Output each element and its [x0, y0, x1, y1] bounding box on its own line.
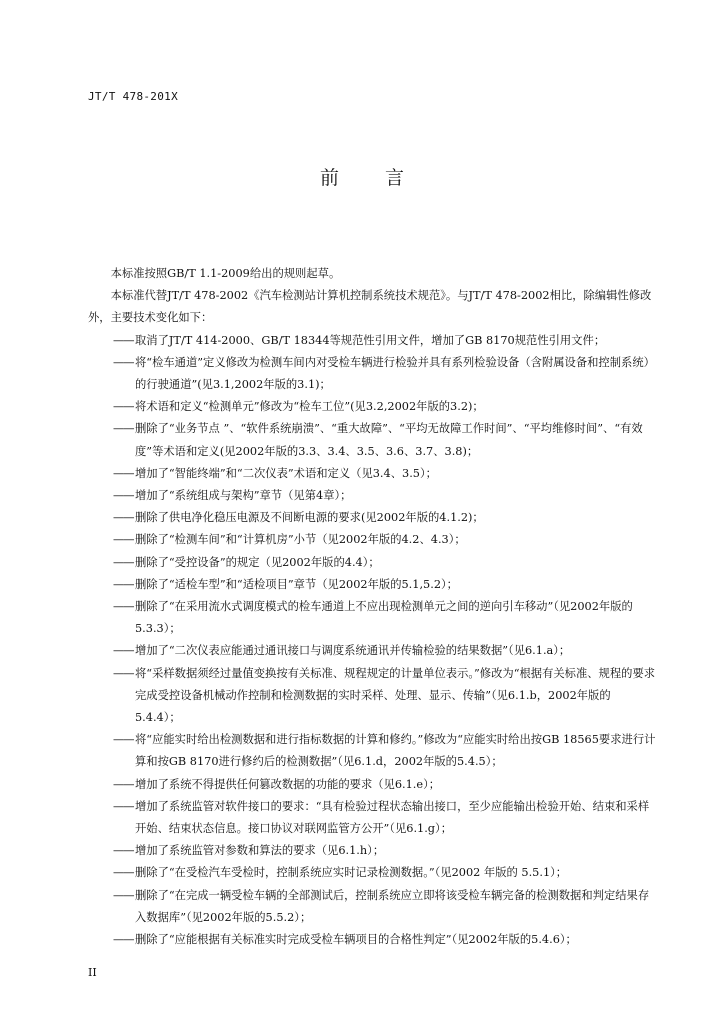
- list-item: [88, 929, 656, 951]
- list-item-text: 增加了“智能终端”和“二次仪表”术语和定义（见3.4、3.5）；: [135, 466, 437, 480]
- dash-marker: ——: [113, 489, 134, 503]
- list-item: [88, 529, 656, 551]
- list-item-text: 删除了“检测车间”和“计算机房”小节（见2002年版的4.2、4.3）；: [135, 533, 466, 547]
- dash-marker: ——: [113, 866, 134, 880]
- list-item: [88, 663, 656, 730]
- list-item-text: 将“应能实时给出检测数据和进行指标数据的计算和修约。”修改为“应能实时给出按GB 18565要求进行计算和按GB 8170进行修约后的检测数据”（见6.1.d，2002年版的5.4.5）；: [135, 733, 656, 769]
- dash-marker: ——: [113, 533, 134, 547]
- dash-marker: ——: [113, 644, 134, 658]
- dash-marker: ——: [113, 333, 134, 347]
- list-item-text: 取消了JT/T 414-2000、GB/T 18344等规范性引用文件，增加了GB 8170规范性引用文件；: [135, 333, 606, 347]
- dash-marker: ——: [113, 466, 134, 480]
- list-item: [88, 352, 656, 396]
- list-item: [88, 885, 656, 929]
- list-item: [88, 396, 656, 418]
- list-item: [88, 463, 656, 485]
- list-item: [88, 840, 656, 862]
- list-item-text: 删除了“受控设备”的规定（见2002年版的4.4）；: [135, 555, 380, 569]
- list-item-text: 删除了“适检车型”和“适检项目”章节（见2002年版的5.1,5.2）；: [135, 577, 458, 591]
- list-item: [88, 729, 656, 773]
- list-item: [88, 796, 656, 840]
- list-item: [88, 640, 656, 662]
- foreword-body: [88, 263, 656, 951]
- dash-marker: ——: [113, 733, 134, 747]
- dash-marker: ——: [113, 400, 134, 414]
- dash-marker: ——: [113, 666, 134, 680]
- list-item-text: 增加了系统监管对参数和算法的要求（见6.1.h）；: [135, 844, 385, 858]
- list-item: [88, 574, 656, 596]
- dash-marker: ——: [113, 844, 134, 858]
- list-item: [88, 330, 656, 352]
- dash-marker: ——: [113, 511, 134, 525]
- list-item-text: 增加了系统监管对软件接口的要求：“具有检验过程状态输出接口，至少应能输出检验开始、结束和采样开始、结束状态信息。接口协议对联网监管方公开”（见6.1.g）；: [135, 799, 650, 836]
- list-item-text: 删除了“应能根据有关标准实时完成受检车辆项目的合格性判定”（见2002年版的5.4.6）；: [135, 933, 577, 947]
- list-item-text: 将“采样数据须经过量值变换按有关标准、规程规定的计量单位表示。”修改为“根据有关标准、规程的要求完成受控设备机械动作控制和检测数据的实时采样、处理、显示、传输”（见6.1.b，2002年版的5.4.4）；: [135, 666, 656, 725]
- dash-marker: ——: [113, 888, 134, 902]
- list-item: [88, 485, 656, 507]
- list-item: [88, 862, 656, 884]
- list-item-text: 删除了“业务节点 ”、“软件系统崩溃”、“重大故障”、“平均无故障工作时间”、“平均维修时间”、“有效度”等术语和定义(见2002年版的3.3、3.4、3.5、3.6、3.7、3.8)；: [135, 422, 643, 458]
- list-item-text: 删除了“在采用流水式调度模式的检车通道上不应出现检测单元之间的逆向引车移动”（见2002年版的5.3.3）；: [135, 600, 633, 636]
- dash-marker: ——: [113, 577, 134, 591]
- dash-marker: ——: [113, 600, 134, 614]
- list-item-text: 将“检车通道”定义修改为检测车间内对受检车辆进行检验并具有系列检验设备（含附属设备和控制系统）的行驶通道”(见3.1,2002年版的3.1)；: [135, 355, 655, 392]
- dash-marker: ——: [113, 555, 134, 569]
- page-title: 前言: [319, 167, 450, 189]
- list-item: [88, 418, 656, 462]
- list-item-text: 删除了“在受检汽车受检时，控制系统应实时记录检测数据。”（见2002 年版的 5.5.1）；: [135, 866, 568, 880]
- dash-marker: ——: [113, 422, 134, 436]
- list-item: [88, 774, 656, 796]
- list-item: [88, 507, 656, 529]
- dash-marker: ——: [113, 355, 134, 369]
- list-item-text: 删除了供电净化稳压电源及不间断电源的要求(见2002年版的4.1.2)；: [135, 511, 484, 525]
- paragraph: 本标准代替JT/T 478-2002《汽车检测站计算机控制系统技术规范》。与JT/T 478-2002相比，除编辑性修改外，主要技术变化如下：: [88, 289, 652, 325]
- page-number: II: [88, 966, 97, 979]
- list-item: [88, 552, 656, 574]
- paragraph: 本标准按照GB/T 1.1-2009给出的规则起草。: [110, 267, 341, 280]
- standard-code: JT/T 478-201X: [88, 90, 178, 103]
- list-item-text: 增加了系统不得提供任何篡改数据的功能的要求（见6.1.e）；: [135, 777, 441, 791]
- dash-marker: ——: [113, 777, 134, 791]
- dash-marker: ——: [113, 799, 134, 813]
- list-item-text: 删除了“在完成一辆受检车辆的全部测试后，控制系统应立即将该受检车辆完备的检测数据和判定结果存入数据库”（见2002年版的5.5.2）；: [135, 888, 650, 924]
- list-item: [88, 596, 656, 640]
- list-item-text: 将术语和定义“检测单元”修改为“检车工位”(见3.2,2002年版的3.2)；: [135, 400, 484, 414]
- list-item-text: 增加了“二次仪表应能通过通讯接口与调度系统通讯并传输检验的结果数据”（见6.1.a）；: [135, 644, 571, 658]
- list-item-text: 增加了“系统组成与架构”章节（见第4章）；: [135, 489, 352, 503]
- dash-marker: ——: [113, 933, 134, 947]
